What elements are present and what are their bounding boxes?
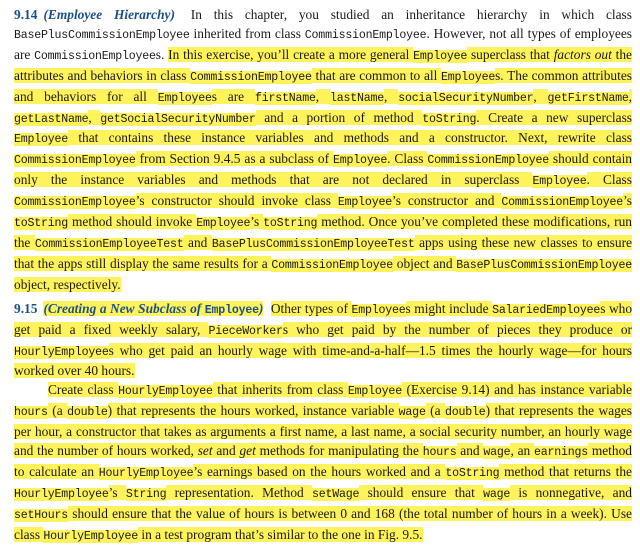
code-term: Employee [441, 70, 496, 84]
text-run: ) that represents the wages per hour, a constructor that takes as arguments a first name, a last name, a social security number, an hourly wage and the number of hours worked, [14, 403, 632, 459]
code-term: HourlyEmployee [98, 466, 194, 480]
emphasis: factors out [553, 46, 612, 62]
text-run: representation. Method [166, 484, 312, 500]
text-run: methods for manipulating the [255, 443, 423, 459]
text-run: ’s constructor should invoke class [135, 193, 338, 209]
exercise-title: (Employee Hierarchy) [43, 7, 175, 22]
text-run: , [628, 88, 632, 104]
code-term: BasePlusCommissionEmployee [456, 258, 632, 272]
code-term: Employee [157, 91, 212, 105]
text-run: object, respectively. [14, 276, 121, 292]
code-term: double [445, 406, 486, 420]
text-run: In this chapter, you studied an inheritance hierarchy in which class [190, 7, 632, 22]
code-term: getFirstName [547, 91, 629, 105]
text-run: apps using these new classes to ensure that the apps still display the same results for a [14, 234, 632, 271]
text-run: method should invoke [68, 214, 197, 230]
text-run: s who get paid a fixed weekly salary, [14, 300, 633, 337]
text-run: should ensure that [359, 484, 484, 500]
code-term: hours [422, 446, 457, 460]
text-run: (Exercise 9.14) and has instance variable [401, 382, 632, 398]
code-term: toString [14, 217, 69, 231]
code-term: lastName [329, 91, 385, 105]
exercise-9-15 [14, 300, 632, 382]
code-term: toString [422, 112, 477, 126]
title-code: Employee [204, 303, 259, 317]
code-term: Employee [413, 49, 468, 63]
exercise-number: 9.15 [14, 300, 38, 316]
text-run: (a [425, 403, 446, 419]
code-term: CommissionEmployee [304, 28, 427, 42]
code-term: wage [483, 487, 511, 501]
text-run: In this exercise, you’ll create a more general [168, 46, 414, 62]
text-run: in a test program that’s similar to the one in Fig. 9.5. [138, 526, 423, 542]
text-run: , [88, 109, 101, 125]
exercise-text [14, 7, 632, 292]
code-term: HourlyEmployee [14, 487, 109, 501]
text-run: that are common to all [311, 67, 442, 83]
text-run: ’s constructor and [391, 193, 502, 209]
code-term: CommissionEmployee [190, 70, 312, 84]
text-run: the attributes and behaviors in class [14, 46, 632, 83]
text-run: is nonnegative, and [510, 484, 632, 500]
code-term: PieceWorker [208, 324, 283, 338]
text-run: ’s [250, 214, 264, 230]
exercise-body-text [14, 382, 632, 541]
text-run: s who get paid an hourly wage with time-and-a-half—1.5 times the hourly wage—for hours worked over 40 hours. [14, 342, 632, 379]
text-run: and [212, 443, 240, 459]
code-term: wage [398, 406, 426, 420]
text-run: . However, not all types of employees are [14, 25, 632, 62]
code-term: earnings [533, 446, 589, 460]
code-term: String [125, 487, 167, 501]
text-run: Other types of [270, 300, 352, 316]
code-term: double [67, 406, 108, 420]
code-term: Employee [337, 196, 392, 210]
code-term: CommissionEmployee [34, 49, 156, 63]
code-term: Employee [14, 133, 69, 147]
text-run: s are [211, 88, 255, 104]
text-run: ’s earnings based on the hours worked and a [193, 463, 446, 479]
code-term: getSocialSecurityNumber [100, 112, 256, 126]
text-run: , an [510, 443, 534, 459]
emphasis: get [239, 443, 256, 459]
code-term: CommissionEmployee [14, 154, 136, 168]
code-term: CommissionEmployee [427, 154, 549, 168]
text-run: method that returns the [499, 463, 633, 479]
text-run: inherited from class [189, 25, 305, 41]
code-term: CommissionEmployee [501, 196, 624, 210]
code-term: Employee [347, 385, 402, 399]
text-run: and [183, 234, 212, 250]
text-run: that inherits from class [212, 382, 348, 398]
text-run: ’s [108, 484, 126, 500]
text-run: should ensure that the value of hours is between 0 and 168 (the total number of hours in a week). Use class [14, 505, 632, 542]
text-run: that contains these instance variables and methods and a constructor. Next, rewrite class [68, 130, 632, 146]
exercise-9-14 [14, 6, 632, 295]
code-term: CommissionEmployeeTest [34, 237, 184, 251]
code-term: CommissionEmployee [271, 258, 394, 272]
text-run: and [456, 443, 484, 459]
text-run: ) that represents the hours worked, instance variable [107, 403, 399, 419]
exercise-title [43, 301, 263, 316]
code-term: socialSecurityNumber [398, 91, 534, 105]
text-run: ’s [623, 193, 632, 209]
emphasis: set [197, 443, 213, 459]
code-term: wage [483, 446, 511, 460]
code-term: setWage [312, 487, 360, 501]
text-run: , [384, 88, 399, 104]
text-run: , [315, 88, 330, 104]
code-term: Employee [196, 217, 251, 231]
text-run: superclass that [467, 46, 554, 62]
text-run: . Create a new superclass [476, 109, 632, 125]
code-term: hours [14, 406, 48, 420]
text-run: Create class [48, 382, 119, 398]
code-term: getLastName [14, 112, 89, 126]
exercise-body [14, 381, 632, 546]
text-run: , [533, 88, 548, 104]
code-term: firstName [254, 91, 316, 105]
code-term: Employee [333, 154, 388, 168]
code-term: Employee [532, 175, 587, 189]
text-run: . Class [387, 151, 428, 167]
text-run: (a [47, 403, 68, 419]
text-run: s who get paid by the number of pieces they produce or [282, 321, 632, 337]
code-term: BasePlusCommissionEmployee [14, 28, 190, 42]
title-text: ) [258, 300, 264, 316]
code-term: HourlyEmployee [43, 529, 138, 543]
exercise-number: 9.14 [14, 7, 38, 22]
code-term: Employee [351, 303, 406, 317]
text-run: should contain only the instance variables and methods that are not declared in superclass [14, 151, 632, 188]
code-term: BasePlusCommissionEmployeeTest [211, 237, 415, 251]
text-run: from Section 9.4.5 as a subclass of [135, 151, 334, 167]
code-term: toString [263, 217, 318, 231]
code-term: setHours [14, 508, 69, 522]
text-run: and a portion of method [255, 109, 423, 125]
code-term: SalariedEmployee [492, 303, 601, 317]
title-text: (Creating a New Subclass of [43, 300, 205, 316]
text-run: . Class [586, 172, 632, 188]
text-run: s. The common attributes and behaviors for all [14, 67, 632, 104]
code-term: HourlyEmployee [14, 345, 109, 359]
code-term: HourlyEmployee [118, 385, 213, 399]
text-run: method. Once you’ve completed these modifications, run the [14, 214, 632, 250]
code-term: CommissionEmployee [14, 196, 136, 210]
text-run: object and [393, 255, 457, 271]
text-run: method to calculate an [14, 443, 632, 479]
text-run: s might include [405, 300, 493, 316]
text-run: s. [155, 46, 169, 62]
code-term: toString [445, 466, 500, 480]
